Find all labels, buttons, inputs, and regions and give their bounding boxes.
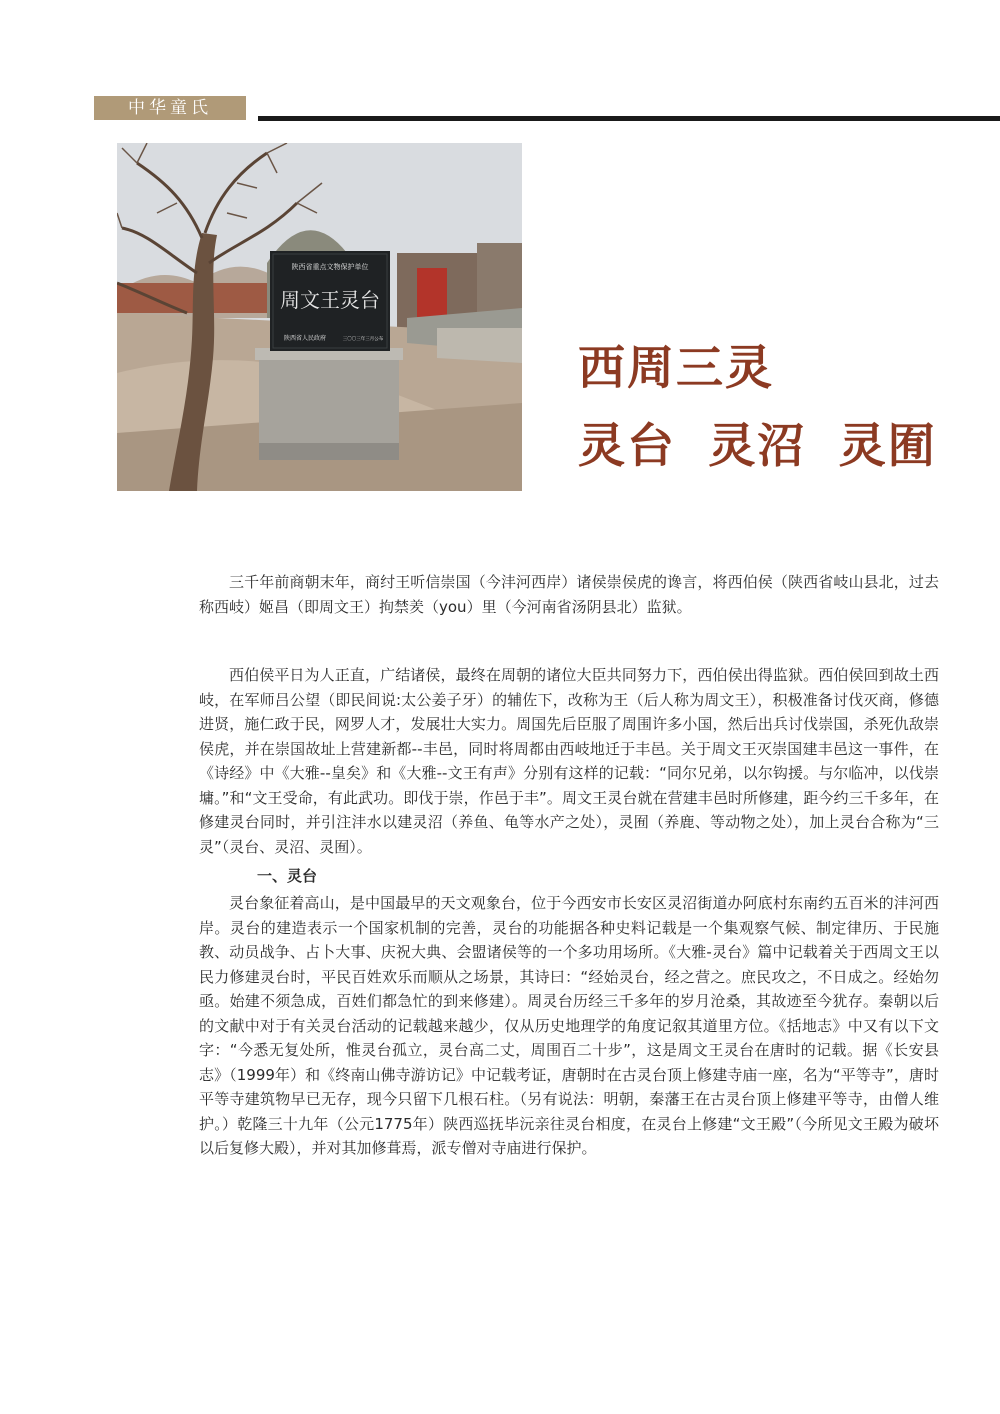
site-photo [117, 143, 522, 491]
article-body [199, 570, 939, 1161]
headline-line-1: 西周三灵 [578, 341, 774, 396]
photo-scene [117, 143, 522, 491]
paragraph-3: 灵台象征着高山，是中国最早的天文观象台，位于今西安市长安区灵沼街道办阿底村东南约五百米的沣河西岸。灵台的建造表示一个国家机制的完善，灵台的功能据各种史料记载是一个集观察气候、制定律历、于民施教、动员战争、占卜大事、庆祝大典、会盟诸侯等的一个多功用场所。《大雅-灵台》篇中记载着关于西周文王以民力修建灵台时，平民百姓欢乐而顺从之场景，其诗曰：“经始灵台，经之营之。庶民攻之，不日成之。经始勿亟。始建不须急成，百姓们都急忙的到来修建）。周灵台历经三千多年的岁月沧桑，其故迹至今犹存。秦朝以后的文献中对于有关灵台活动的记载越来越少，仅从历史地理学的角度记叙其道里方位。《括地志》中又有以下文字：“今悉无复处所，惟灵台孤立，灵台高二丈，周围百二十步”，这是周文王灵台在唐时的记载。据《长安县志》（1999年）和《终南山佛寺游访记》中记载考证，唐朝时在古灵台顶上修建寺庙一座，名为“平等寺”，唐时平等寺建筑物早已无存，现今只留下几根石柱。（另有说法：明朝，秦藩王在古灵台顶上修建平等寺，由僧人维护。）乾隆三十九年（公元1775年）陕西巡抚毕沅亲往灵台相度，在灵台上修建“文王殿”（今所见文王殿为破坏以后复修大殿），并对其加修葺焉，派专僧对寺庙进行保护。 [199, 894, 939, 1157]
paragraph-2: 西伯侯平日为人正直，广结诸侯，最终在周朝的诸位大臣共同努力下，西伯侯出得监狱。西伯侯回到故土西岐，在军师吕公望（即民间说:太公姜子牙）的辅佐下，改称为王（后人称为周文王），积极准备讨伐灭商，修德进贤，施仁政于民，网罗人才，发展壮大实力。周国先后臣服了周围许多小国，然后出兵讨伐崇国，杀死仇敌崇侯虎，并在崇国故址上营建新都--丰邑，同时将周都由西岐地迁于丰邑。关于周文王灭崇国建丰邑这一事件，在《诗经》中《大雅--皇矣》和《大雅--文王有声》分别有这样的记载：“同尔兄弟，以尔钩援。与尔临冲，以伐崇墉。”和“文王受命，有此武功。即伐于崇，作邑于丰”。周文王灵台就在营建丰邑时所修建，距今约三千多年，在修建灵台同时，并引注沣水以建灵沼（养鱼、龟等水产之处），灵囿（养鹿、等动物之处），加上灵台合称为“三灵”（灵台、灵沼、灵囿）。 [199, 666, 939, 856]
sign-top-text: 陕西省重点文物保护单位 [291, 263, 369, 271]
section-tag: 中华童氏 [94, 96, 246, 120]
sign-title-text: 周文王灵台 [280, 288, 380, 312]
headline [578, 330, 937, 486]
sign-bottom-left-text: 陕西省人民政府 [283, 335, 327, 342]
header-rule [258, 116, 1000, 121]
section-heading: 一、灵台 [257, 867, 318, 885]
sign-bottom-right-text: 三〇〇三年三月公布 [342, 337, 384, 342]
paragraph-1: 三千年前商朝末年，商纣王听信崇国（今沣河西岸）诸侯崇侯虎的谗言，将西伯侯（陕西省岐山县北，过去称西岐）姬昌（即周文王）拘禁羑（you）里（今河南省汤阴县北）监狱。 [199, 573, 939, 616]
headline-line-2: 灵台 灵沼 灵囿 [578, 419, 937, 474]
